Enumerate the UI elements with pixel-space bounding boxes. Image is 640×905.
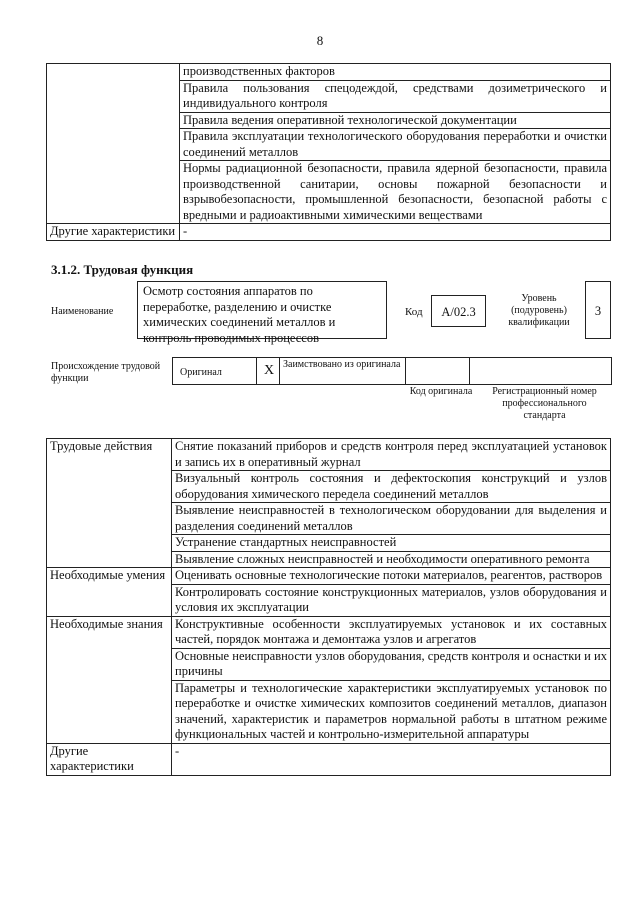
table-cell: Основные неисправности узлов оборудования, средств контроля и оснастки и их причины [172,649,610,681]
level-value: 3 [585,281,611,339]
table-cell: Правила ведения оперативной технологической документации [180,113,610,130]
row-label: Необходимые умения [47,568,172,617]
origin-label: Происхождение трудовой функции [51,361,161,384]
table-cell: Параметры и технологические характеристики эксплуатируемых установок по переработке и очистке химических композитов соединений металлов, диапазон значений, характеристик и параметров нормальной работы в штатном режиме функциональных частей и контрольно-измерительной аппаратуры [175,680,607,741]
table-cell: Снятие показаний приборов и средств контроля перед эксплуатацией установок и запись их в оперативный журнал [172,439,610,471]
borrowed-label: Заимствовано из оригинала [283,359,401,370]
original-mark: X [263,363,275,378]
section-title: 3.1.2. Трудовая функция [51,262,194,277]
table-cell: - [180,224,611,241]
reg-caption: Регистрационный номер профессионального стандарта [492,386,597,421]
table-cell: Правила эксплуатации технологического оборудования переработки и очистки соединений металлов [180,129,610,161]
table-cell: производственных факторов [180,64,610,81]
table-cell: - [172,743,611,775]
table-cell: Оценивать основные технологические потоки материалов, реагентов, растворов [172,568,610,585]
page-number: 8 [316,33,324,48]
function-code: A/02.3 [431,295,486,327]
table-cell: Нормы радиационной безопасности, правила ядерной безопасности, правила производственной санитарии, основы пожарной безопасности и взрывобезопасности, промышленной безопасности, безопасной работы с вредными и радиоактивными химическими веществами [183,161,607,222]
table-cell: Визуальный контроль состояния и дефектоскопия конструкций и узлов оборудования химического передела соединений металлов [172,471,610,503]
table-cell: Устранение стандартных неисправностей [172,535,610,552]
original-label: Оригинал [180,367,222,378]
row-label: Другие характеристики [47,224,180,241]
function-name: Осмотр состояния аппаратов по переработке, разделению и очистке химических соединений металлов и контроль проводимых процессов [137,281,387,339]
table-cell: Выявление неисправностей в технологическом оборудовании для выделения и разделения соединений металлов [172,503,610,535]
table-cell: Конструктивные особенности эксплуатируемых установок и их составных частей, порядок монтажа и демонтажа узлов и агрегатов [172,617,610,649]
table-cell: Контролировать состояние конструкционных материалов, узлов оборудования и условия их эксплуатации [175,584,607,614]
table-cell: Правила пользования спецодеждой, средствами дозиметрического и индивидуального контроля [180,81,610,113]
main-table [46,438,611,776]
code-caption: Код оригинала [409,386,473,397]
top-table [46,63,611,241]
row-label: Трудовые действия [47,439,172,568]
level-label: Уровень (подуровень) квалификации [508,293,570,328]
row-label: Необходимые знания [47,616,172,743]
origin-box [172,357,612,385]
name-label: Наименование [51,306,114,317]
code-label: Код [405,306,423,318]
row-label [47,64,180,224]
table-cell: Выявление сложных неисправностей и необходимости оперативного ремонта [175,551,590,566]
row-label: Другие характеристики [47,743,172,775]
